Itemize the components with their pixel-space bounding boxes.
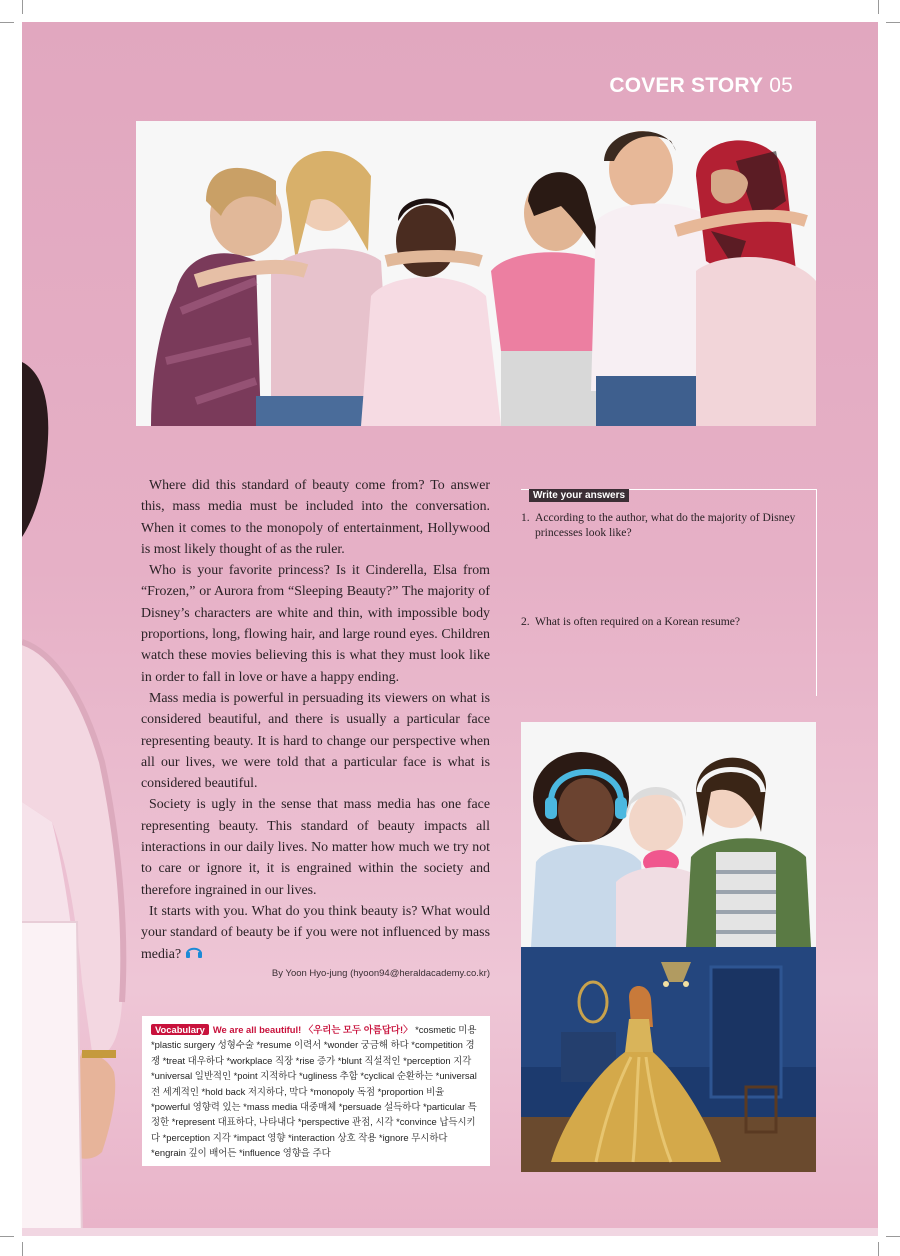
question-number: 2. <box>521 615 530 628</box>
answers-tag: Write your answers <box>529 489 629 502</box>
crop-mark <box>886 1236 900 1237</box>
article-paragraph: Mass media is powerful in persuading its viewers on what is considered beautiful, and there is usually a particular face representing beauty. It is hard to change our perspective when all our lives, we were told that a particular face is what is considered beautiful. <box>141 690 490 792</box>
left-figure-image <box>22 362 142 1228</box>
crop-mark <box>0 22 14 23</box>
question-number: 1. <box>521 511 530 524</box>
children-with-headphones-image <box>521 722 816 947</box>
page-number: 05 <box>769 74 793 97</box>
vocabulary-tag: Vocabulary <box>151 1024 209 1035</box>
article-paragraph-text: It starts with you. What do you think beauty is? What would your standard of beauty be if you were not influenced by mass media? <box>141 903 490 962</box>
crop-mark <box>0 1236 14 1237</box>
article-paragraph: Society is ugly in the sense that mass media has one face representing beauty. This standard of beauty impacts all interactions in our daily lives. No matter how much we try not to care or ignore it, it is engrained within the society and therefore ingrained in our lives. <box>141 797 490 898</box>
crop-mark <box>886 22 900 23</box>
headphones-icon <box>185 947 203 962</box>
vocabulary-box <box>142 1016 490 1166</box>
article-paragraph: Where did this standard of beauty come from? To answer this, mass media must be included into the conversation. When it comes to the monopoly of entertainment, Hollywood is most likely thought of as the ruler. <box>141 478 490 557</box>
princess-photo <box>521 947 816 1172</box>
article-paragraph <box>141 901 490 965</box>
byline: By Yoon Hyo-jung (hyoon94@heraldacademy.co.kr) <box>271 968 490 979</box>
question-text: According to the author, what do the majority of Disney princesses look like? <box>535 511 796 539</box>
question-1 <box>521 510 801 540</box>
princess-gown-image <box>521 947 816 1172</box>
crop-mark <box>878 0 879 14</box>
article-paragraph: Who is your favorite princess? Is it Cinderella, Elsa from “Frozen,” or Aurora from “Sleeping Beauty?” The majority of Disney’s characters are white and thin, with impossible body proportions, long, flowing hair, and large round eyes. Children watch these movies believing this is what they must look like in order to fall in love or have a happy ending. <box>141 563 490 685</box>
crop-mark <box>22 1242 23 1256</box>
group-of-women-image <box>136 121 816 426</box>
section-title: COVER STORY <box>609 74 764 97</box>
page-header <box>609 74 793 98</box>
magazine-page <box>22 22 878 1228</box>
crop-mark <box>878 1242 879 1256</box>
question-2 <box>521 614 801 629</box>
vocabulary-heading: We are all beautiful! 〈우리는 모두 아름답다!〉 <box>212 1024 413 1035</box>
crop-mark <box>22 0 23 14</box>
children-photo <box>521 722 816 947</box>
article-body <box>141 475 490 965</box>
bottom-band <box>22 1228 878 1236</box>
vocabulary-list: *cosmetic 미용 *plastic surgery 성형수술 *resume 이력서 *wonder 궁금해 하다 *competition 경쟁 *treat 대우하다 *workplace 직장 *rise 증가 *blunt 직설적인 *perception 지각 *universal 일반적인 *point 지적하다 *ugliness 추함 *cyclical 순환하는 *universal 전 세계적인 *hold back 저지하다, 막다 *monopoly 독점 *proportion 비율 *powerful 영향력 있는 *mass media 대중매체 *persuade 설득하다 *particular 특정한 *represent 대표하다, 나타내다 *perspective 관점, 시각 *convince 납득시키다 *perception 지각 *impact 영향 *interaction 상호 작용 *ignore 무시하다 *engrain 깊이 배어든 *influence 영향을 주다 <box>151 1024 477 1159</box>
question-text: What is often required on a Korean resume? <box>535 615 741 628</box>
answers-box <box>521 489 817 696</box>
top-photo <box>136 121 816 426</box>
